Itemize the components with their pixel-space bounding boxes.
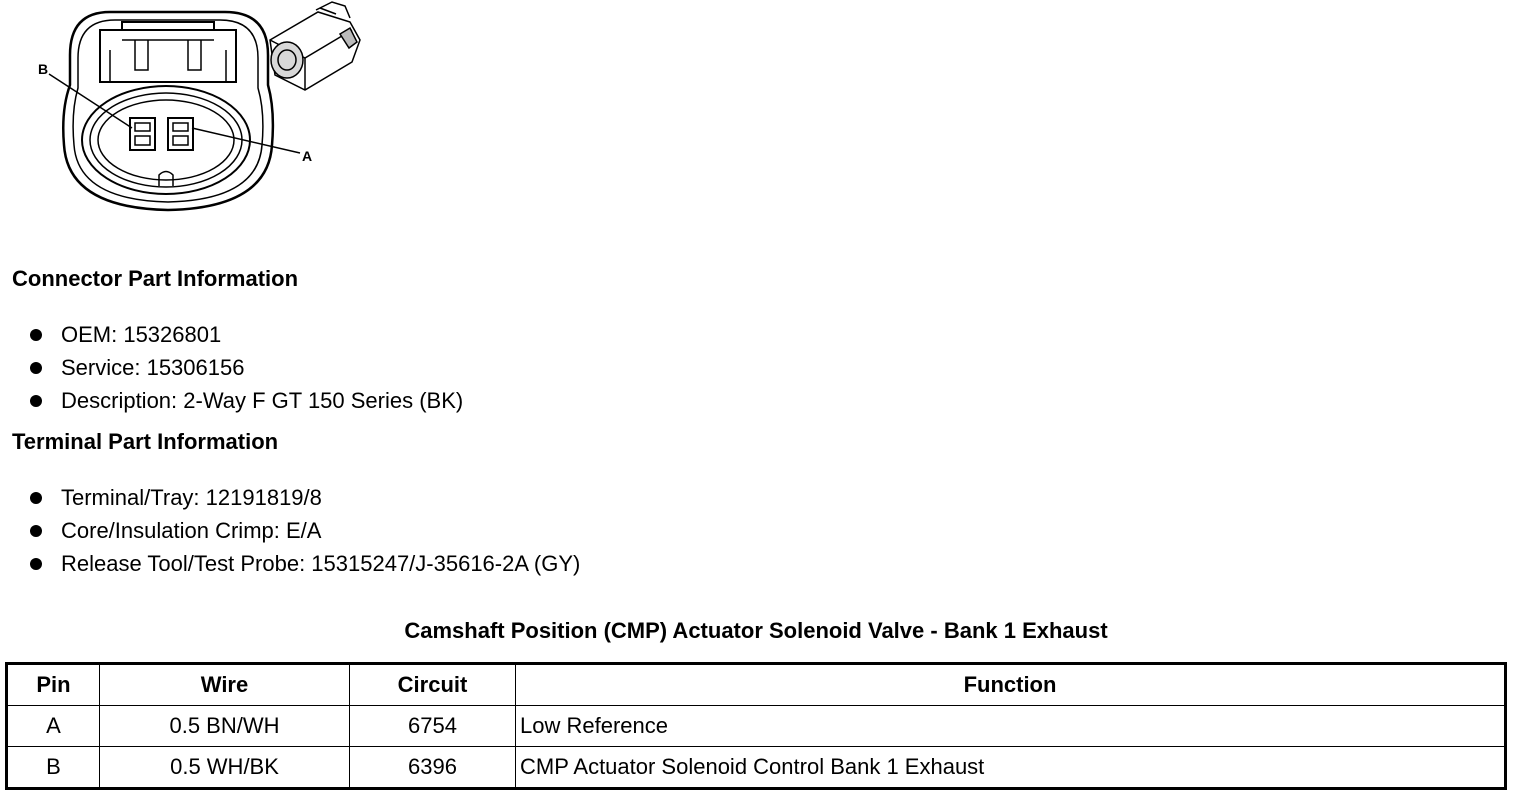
list-item: Release Tool/Test Probe: 15315247/J-35616-2A (GY)	[30, 547, 580, 580]
pinout-table	[5, 662, 1507, 790]
connector-info-list	[30, 318, 463, 417]
bullet-icon	[30, 362, 42, 374]
cell-wire: 0.5 WH/BK	[100, 747, 350, 789]
header-wire: Wire	[100, 664, 350, 706]
list-item: Description: 2-Way F GT 150 Series (BK)	[30, 384, 463, 417]
header-pin: Pin	[7, 664, 100, 706]
cell-pin: A	[7, 706, 100, 747]
connector-info-heading: Connector Part Information	[12, 266, 299, 291]
table-header-row	[7, 664, 1506, 706]
header-function: Function	[516, 664, 1506, 706]
connector-diagram	[0, 0, 380, 230]
cell-pin: B	[7, 747, 100, 789]
table-row	[7, 706, 1506, 747]
terminal-info-list	[30, 481, 580, 580]
bullet-icon	[30, 395, 42, 407]
terminal-info-heading: Terminal Part Information	[12, 429, 279, 454]
table-row	[7, 747, 1506, 789]
connector-iso-icon	[270, 2, 360, 90]
label-a: A	[302, 148, 313, 164]
list-item: Service: 15306156	[30, 351, 463, 384]
pinout-table-title: Camshaft Position (CMP) Actuator Solenoid Valve - Bank 1 Exhaust	[404, 618, 1108, 643]
cell-circuit: 6396	[350, 747, 516, 789]
list-item: OEM: 15326801	[30, 318, 463, 351]
cell-function: Low Reference	[516, 706, 1506, 747]
cell-wire: 0.5 BN/WH	[100, 706, 350, 747]
bullet-icon	[30, 525, 42, 537]
label-b: B	[38, 61, 49, 77]
cell-function: CMP Actuator Solenoid Control Bank 1 Exhaust	[516, 747, 1506, 789]
bullet-icon	[30, 558, 42, 570]
list-item: Terminal/Tray: 12191819/8	[30, 481, 580, 514]
bullet-icon	[30, 329, 42, 341]
bullet-icon	[30, 492, 42, 504]
cell-circuit: 6754	[350, 706, 516, 747]
list-item: Core/Insulation Crimp: E/A	[30, 514, 580, 547]
header-circuit: Circuit	[350, 664, 516, 706]
latch	[100, 30, 236, 82]
